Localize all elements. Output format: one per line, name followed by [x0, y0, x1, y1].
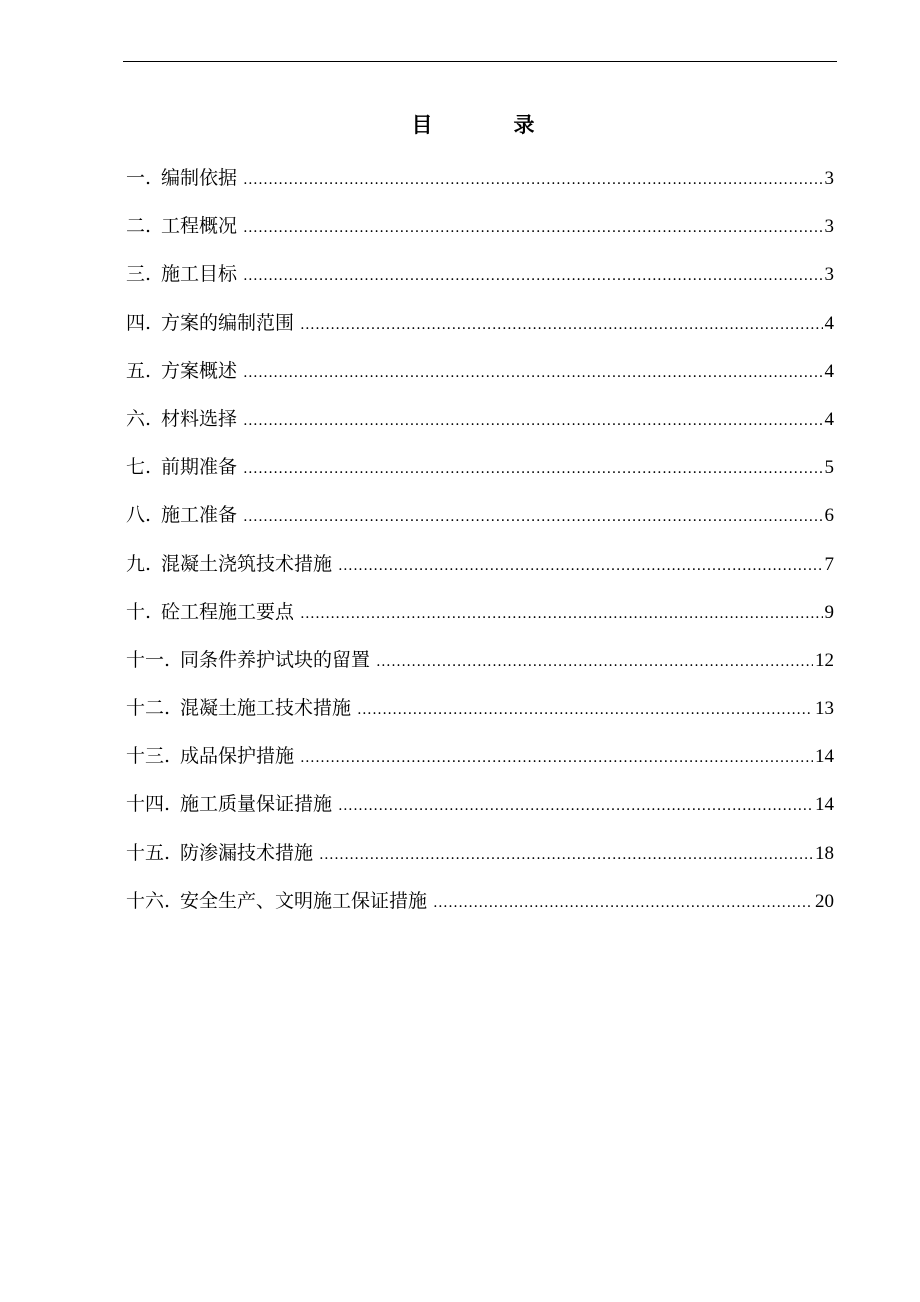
toc-entry[interactable] [126, 838, 834, 886]
toc-entry-title: 混凝土浇筑技术措施 [161, 552, 333, 575]
toc-entry-page: 3 [824, 264, 834, 286]
toc-dot-leader [243, 165, 822, 195]
toc-dot-leader [243, 213, 822, 243]
toc-entry-title: 方案的编制范围 [161, 311, 295, 334]
toc-entry-title: 方案概述 [161, 359, 238, 382]
toc-entry-number: 二. [126, 215, 152, 238]
toc-entry[interactable] [126, 163, 834, 211]
toc-dot-leader [357, 695, 813, 725]
toc-dot-leader [243, 261, 822, 291]
toc-entry-number: 十二. [126, 697, 171, 720]
toc-entry-title: 工程概况 [161, 215, 238, 238]
toc-dot-leader [338, 551, 822, 581]
toc-dot-leader [243, 358, 822, 388]
toc-entry-number: 十五. [126, 841, 171, 864]
toc-entry-title: 施工质量保证措施 [180, 793, 333, 816]
toc-entry-title: 施工准备 [161, 504, 238, 527]
toc-entry[interactable] [126, 645, 834, 693]
toc-entry-title: 前期准备 [161, 456, 238, 479]
toc-dot-leader [243, 454, 822, 484]
toc-entry-title: 成品保护措施 [180, 745, 295, 768]
toc-entry[interactable] [126, 741, 834, 789]
toc-dot-leader [300, 310, 822, 340]
toc-list [126, 163, 834, 934]
toc-entry-page: 3 [824, 168, 834, 189]
toc-entry-title: 编制依据 [161, 167, 238, 189]
toc-entry-number: 十六. [126, 889, 171, 912]
toc-entry[interactable] [126, 259, 834, 307]
toc-entry-number: 九. [126, 552, 152, 575]
toc-dot-leader [243, 406, 822, 436]
toc-entry-number: 四. [126, 311, 152, 334]
toc-dot-leader [433, 888, 813, 918]
toc-entry[interactable] [126, 308, 834, 356]
toc-entry[interactable] [126, 886, 834, 934]
toc-dot-leader [300, 743, 813, 773]
toc-entry-number: 八. [126, 504, 152, 527]
toc-entry-page: 12 [815, 649, 834, 671]
toc-entry-title: 砼工程施工要点 [161, 600, 295, 623]
toc-dot-leader [338, 791, 813, 821]
toc-entry-page: 14 [815, 794, 834, 816]
toc-dot-leader [300, 599, 822, 629]
toc-entry[interactable] [126, 549, 834, 597]
toc-entry-page: 6 [824, 505, 834, 527]
toc-entry-page: 4 [824, 360, 834, 382]
toc-entry[interactable] [126, 500, 834, 548]
toc-entry-title: 混凝土施工技术措施 [180, 697, 352, 720]
toc-entry[interactable] [126, 789, 834, 837]
toc-entry-number: 六. [126, 407, 152, 430]
toc-entry-number: 三. [126, 263, 152, 286]
toc-entry-title: 防渗漏技术措施 [180, 841, 314, 864]
toc-dot-leader [376, 647, 813, 677]
toc-entry-page: 14 [815, 746, 834, 768]
toc-dot-leader [319, 840, 813, 870]
toc-entry-number: 十一. [126, 648, 171, 671]
toc-entry-page: 13 [815, 698, 834, 720]
header-rule [123, 61, 837, 62]
toc-entry[interactable] [126, 693, 834, 741]
toc-entry-title: 同条件养护试块的留置 [180, 648, 371, 671]
toc-entry-page: 18 [815, 842, 834, 864]
toc-entry-number: 一. [126, 167, 152, 189]
toc-entry-title: 材料选择 [161, 407, 238, 430]
toc-entry-page: 3 [824, 216, 834, 238]
toc-entry[interactable] [126, 452, 834, 500]
toc-entry[interactable] [126, 404, 834, 452]
toc-title: 目 录 [411, 112, 565, 137]
toc-entry-number: 七. [126, 456, 152, 479]
toc-entry-title: 施工目标 [161, 263, 238, 286]
toc-entry-title: 安全生产、文明施工保证措施 [180, 889, 428, 912]
toc-entry-number: 五. [126, 359, 152, 382]
toc-dot-leader [243, 502, 822, 532]
toc-entry-page: 4 [824, 312, 834, 334]
toc-entry-page: 9 [824, 601, 834, 623]
toc-entry-page: 7 [824, 553, 834, 575]
toc-entry[interactable] [126, 211, 834, 259]
toc-entry-number: 十. [126, 600, 152, 623]
toc-entry[interactable] [126, 356, 834, 404]
toc-entry-number: 十四. [126, 793, 171, 816]
toc-entry-number: 十三. [126, 745, 171, 768]
toc-entry[interactable] [126, 597, 834, 645]
toc-entry-page: 4 [824, 408, 834, 430]
toc-entry-page: 5 [824, 457, 834, 479]
toc-entry-page: 20 [815, 890, 834, 912]
